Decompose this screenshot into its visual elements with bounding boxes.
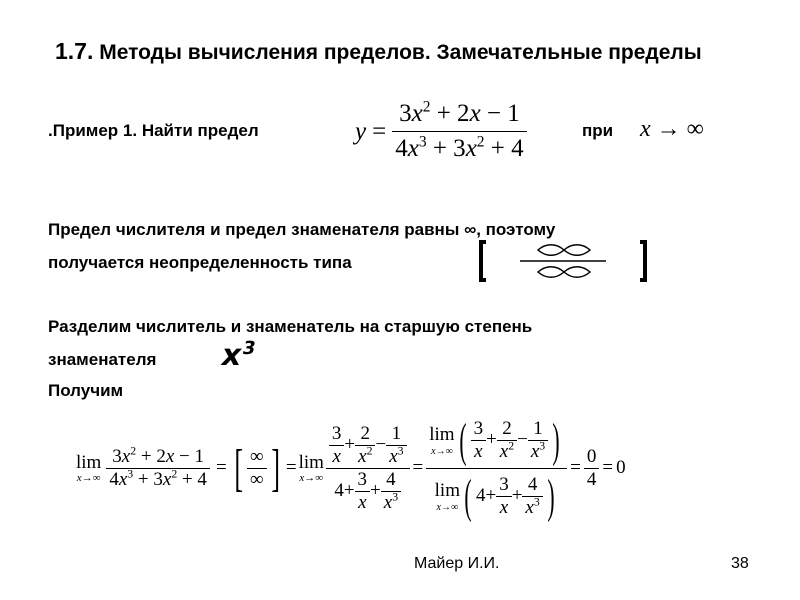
result-label: Получим [48, 381, 124, 400]
limit-operator-2: lim x→∞ [298, 452, 324, 484]
page-number: 38 [731, 555, 749, 572]
paragraph-1-line-1: Предел числителя и предел знаменателя равны ∞, поэтому [48, 220, 556, 239]
x-cubed-power: $x^3$ [218, 338, 258, 373]
original-fraction: $\frac{3x^2 + 2x - 1}{4x^3 + 3x^2 + 4}$ [106, 446, 210, 491]
fraction-numerator: $3x^2 + 2x - 1$ [399, 98, 520, 127]
example-label: .Пример 1. Найти предел [48, 121, 259, 140]
title-number: 1.7. [55, 38, 94, 64]
indeterminate-bracket: [ $\frac{\infty}{\infty}$ ] [233, 439, 280, 497]
footer-author: Майер И.И. [414, 555, 500, 572]
indeterminate-form-infinity-over-infinity [478, 240, 648, 282]
result-denominator: 4 [586, 468, 597, 490]
result-value: 0 [616, 457, 626, 478]
limit-operator: lim x→∞ [76, 452, 102, 484]
result-numerator: 0 [586, 445, 597, 467]
divided-fraction: $\frac{3}{x}$ + $\frac{2}{x^2}$ − $\frac{1}{x^3}$ 4+ $\frac{3}{x}$ + $\frac{4}{x^3}$ [326, 423, 410, 514]
paragraph-2-line-1: Разделим числитель и знаменатель на старшую степень [48, 317, 533, 336]
result-fraction [584, 446, 600, 491]
paragraph-2-line-2: знаменателя [48, 350, 157, 369]
pri-label: при [582, 121, 614, 140]
function-fraction [392, 100, 526, 163]
function-formula: y = $\frac{3x^2 + 2x - 1}{4x^3 + 3x^2 + 4}$ [355, 100, 527, 163]
title-text: Методы вычисления пределов. Замечательные пределы [99, 41, 702, 64]
paragraph-1-line-2: получается неопределенность типа [48, 253, 352, 272]
limit-computation: lim x→∞ $\frac{3x^2 + 2x - 1}{4x^3 + 3x^2 + 4}$ = [ $\frac{\infty}{\infty}$ ] = lim x→∞ $\frac{3}{x}$ + $\frac{2}{x^2}$ − $\frac{1}{x^3}$ 4+ $\frac{3}{x}$ + $\frac{4}{x^3}$ = lim x→∞ ( $\frac{3}{x}$ + $\frac{2}{x^2}$ − $\frac{1}{x^3}$ ) lim x→∞ ( 4+ $\frac{3}{x}$ + $\frac{4}{x^3}$ ) = $\frac{0}{4}$ = 0 [76, 413, 626, 523]
limit-condition: x → ∞ [640, 116, 704, 142]
slide-title [55, 38, 702, 65]
fraction-denominator: $4x^3 + 3x^2 + 4$ [395, 133, 524, 162]
limits-ratio: lim x→∞ ( $\frac{3}{x}$ + $\frac{2}{x^2}$ − $\frac{1}{x^3}$ ) lim x→∞ ( 4+ $\frac{3}{x}$ + $\frac{4}{x^3}$ ) [426, 413, 567, 524]
